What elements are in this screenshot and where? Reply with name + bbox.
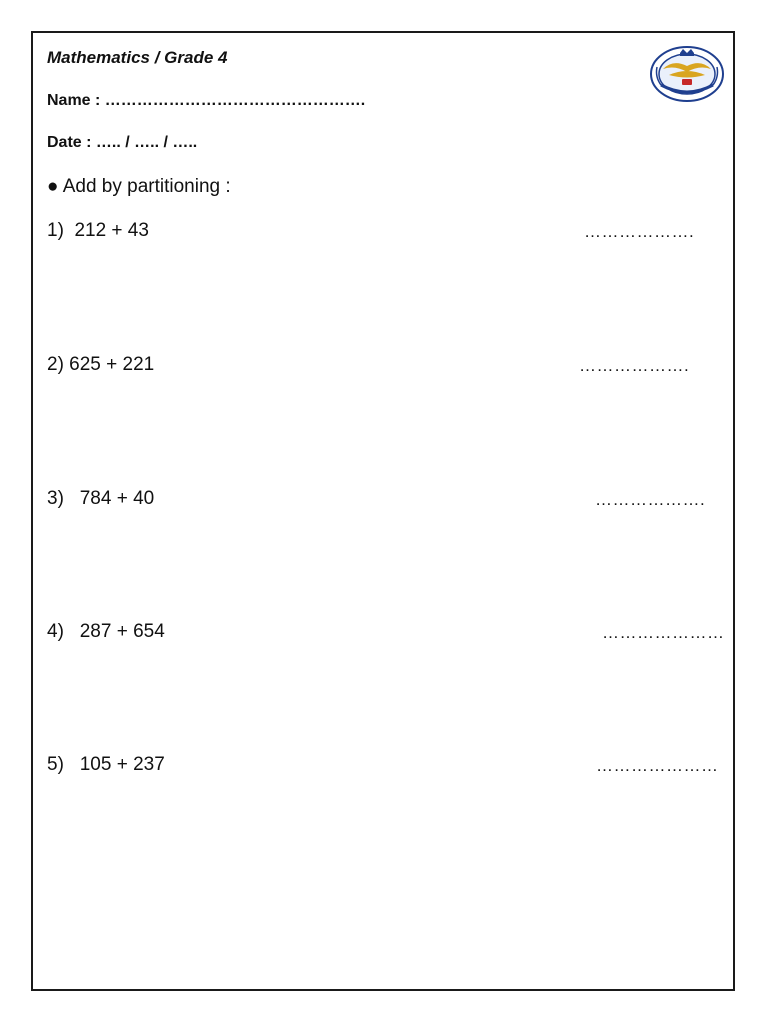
problem-4: 4) 287 + 654 xyxy=(47,621,165,642)
problem-1: 1) 212 + 43 xyxy=(47,220,149,241)
date-field[interactable]: Date : ….. / ….. / ….. xyxy=(47,134,198,151)
problem-5: 5) 105 + 237 xyxy=(47,754,165,775)
school-crest-icon xyxy=(649,45,725,103)
worksheet-frame xyxy=(31,31,735,991)
problem-3: 3) 784 + 40 xyxy=(47,488,155,509)
answer-blank-2[interactable]: ………………. xyxy=(579,356,690,375)
problem-2: 2) 625 + 221 xyxy=(47,354,155,375)
instruction-text: ● Add by partitioning : xyxy=(47,176,231,197)
answer-blank-1[interactable]: ………………. xyxy=(584,222,695,241)
name-field[interactable]: Name : …………………………………………. xyxy=(47,92,366,109)
subject-heading: Mathematics / Grade 4 xyxy=(47,48,228,67)
answer-blank-4[interactable]: ………………… xyxy=(602,623,725,642)
answer-blank-3[interactable]: ………………. xyxy=(595,490,706,509)
answer-blank-5[interactable]: ………………… xyxy=(596,756,719,775)
